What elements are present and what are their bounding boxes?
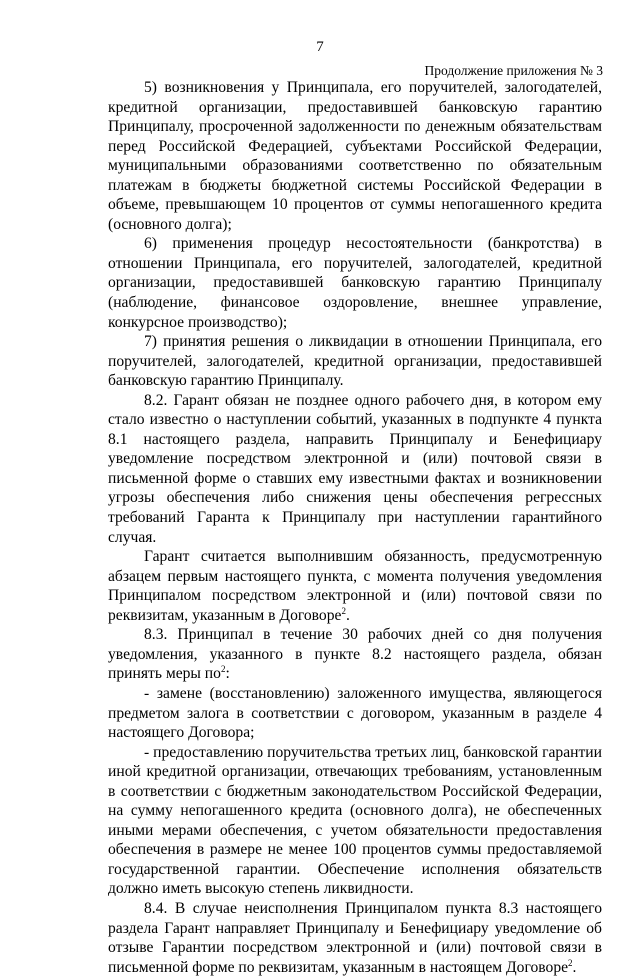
paragraph-tail: . (572, 958, 577, 976)
paragraph-text: 8.2. Гарант обязан не позднее одного рабочего дня, в котором ему стало известно о наступлении событий, указанных в подпункте 4 пункта 8.1 настоящего раздела, направить Принципалу и Бенефициару уведомление посредством электронной и (или) почтовой связи в письменной форме о ставших ему известными фактах и возникновении угрозы обеспечения либо снижения цены обеспечения регрессных требований Гаранта к Принципалу при наступлении гарантийного случая. (108, 391, 602, 546)
paragraph-8-3 (108, 625, 602, 684)
footnote-ref: 2 (220, 664, 226, 675)
paragraph-text: 8.3. Принципал в течение 30 рабочих дней со дня получения уведомления, указанного в пункте 8.2 настоящего раздела, обязан принять меры по (108, 626, 602, 683)
list-item-replacement (108, 684, 602, 743)
paragraph-8-2-notice (108, 547, 602, 625)
continuation-label: Продолжение приложения № 3 (424, 63, 603, 78)
page-number: 7 (316, 39, 324, 55)
footnote-ref: 2 (341, 605, 346, 616)
paragraph-text: 5) возникновения у Принципала, его поручителей, залогодателей, кредитной организации, предоставившей банковскую гарантию Принципалу, просроченной задолженности по денежным обязательствам перед Российской Федерацией, субъектами Российской Федерации, муниципальными образованиями соответственно по обязательным платежам в бюджеты бюджетной системы Российской Федерации в объеме, превышающем 10 процентов от суммы непогашенного кредита (основного долга); (108, 79, 602, 233)
paragraph-text: - замене (восстановлению) заложенного имущества, являющегося предметом залога в соответствии с договором, указанным в разделе 4 настоящего Договора; (108, 684, 602, 742)
paragraph-8-4 (108, 899, 602, 977)
list-item-guarantee (108, 743, 602, 899)
paragraph-5 (108, 78, 602, 234)
footnote-ref: 2 (568, 957, 573, 968)
paragraph-text: 7) принятия решения о ликвидации в отношении Принципала, его поручителей, залогодателей, кредитной организации, предоставившей банковскую гарантию Принципалу. (108, 333, 602, 390)
paragraph-text: - предоставлению поручительства третьих лиц, банковской гарантии иной кредитной организации, отвечающих требованиям, установленным в соответствии с бюджетным законодательством Российской Федерации, на сумму непогашенного кредита (основного долга), не обеспеченных иными мерами обеспечения, с учетом обязательности предоставления обеспечения в размере не менее 100 процентов суммы предоставляемой государственной гарантии. Обеспечение исполнения обязательств должно иметь высокую степень ликвидности. (108, 743, 602, 898)
paragraph-text: 8.4. В случае неисполнения Принципалом пункта 8.3 настоящего раздела Гарант направляет Принципалу и Бенефициару уведомление об отзыве Гарантии посредством электронной и (или) почтовой связи в письменной форме по реквизитам, указанным в настоящем Договоре (108, 899, 602, 976)
document-body (108, 78, 602, 977)
paragraph-text: 6) применения процедур несостоятельности (банкротства) в отношении Принципала, его поручителей, залогодателей, кредитной организации, предоставившей банковскую гарантию Принципалу (наблюдение, финансовое оздоровление, внешнее управление, конкурсное производство); (108, 235, 602, 331)
paragraph-7 (108, 332, 602, 391)
paragraph-6 (108, 234, 602, 332)
paragraph-tail: . (345, 606, 350, 624)
paragraph-8-2 (108, 391, 602, 547)
paragraph-tail: : (225, 665, 230, 683)
paragraph-text: Гарант считается выполнившим обязанность, предусмотренную абзацем первым настоящего пункта, с момента получения уведомления Принципалом посредством электронной и (или) почтовой связи по реквизитам, указанным в Договоре (108, 548, 602, 624)
